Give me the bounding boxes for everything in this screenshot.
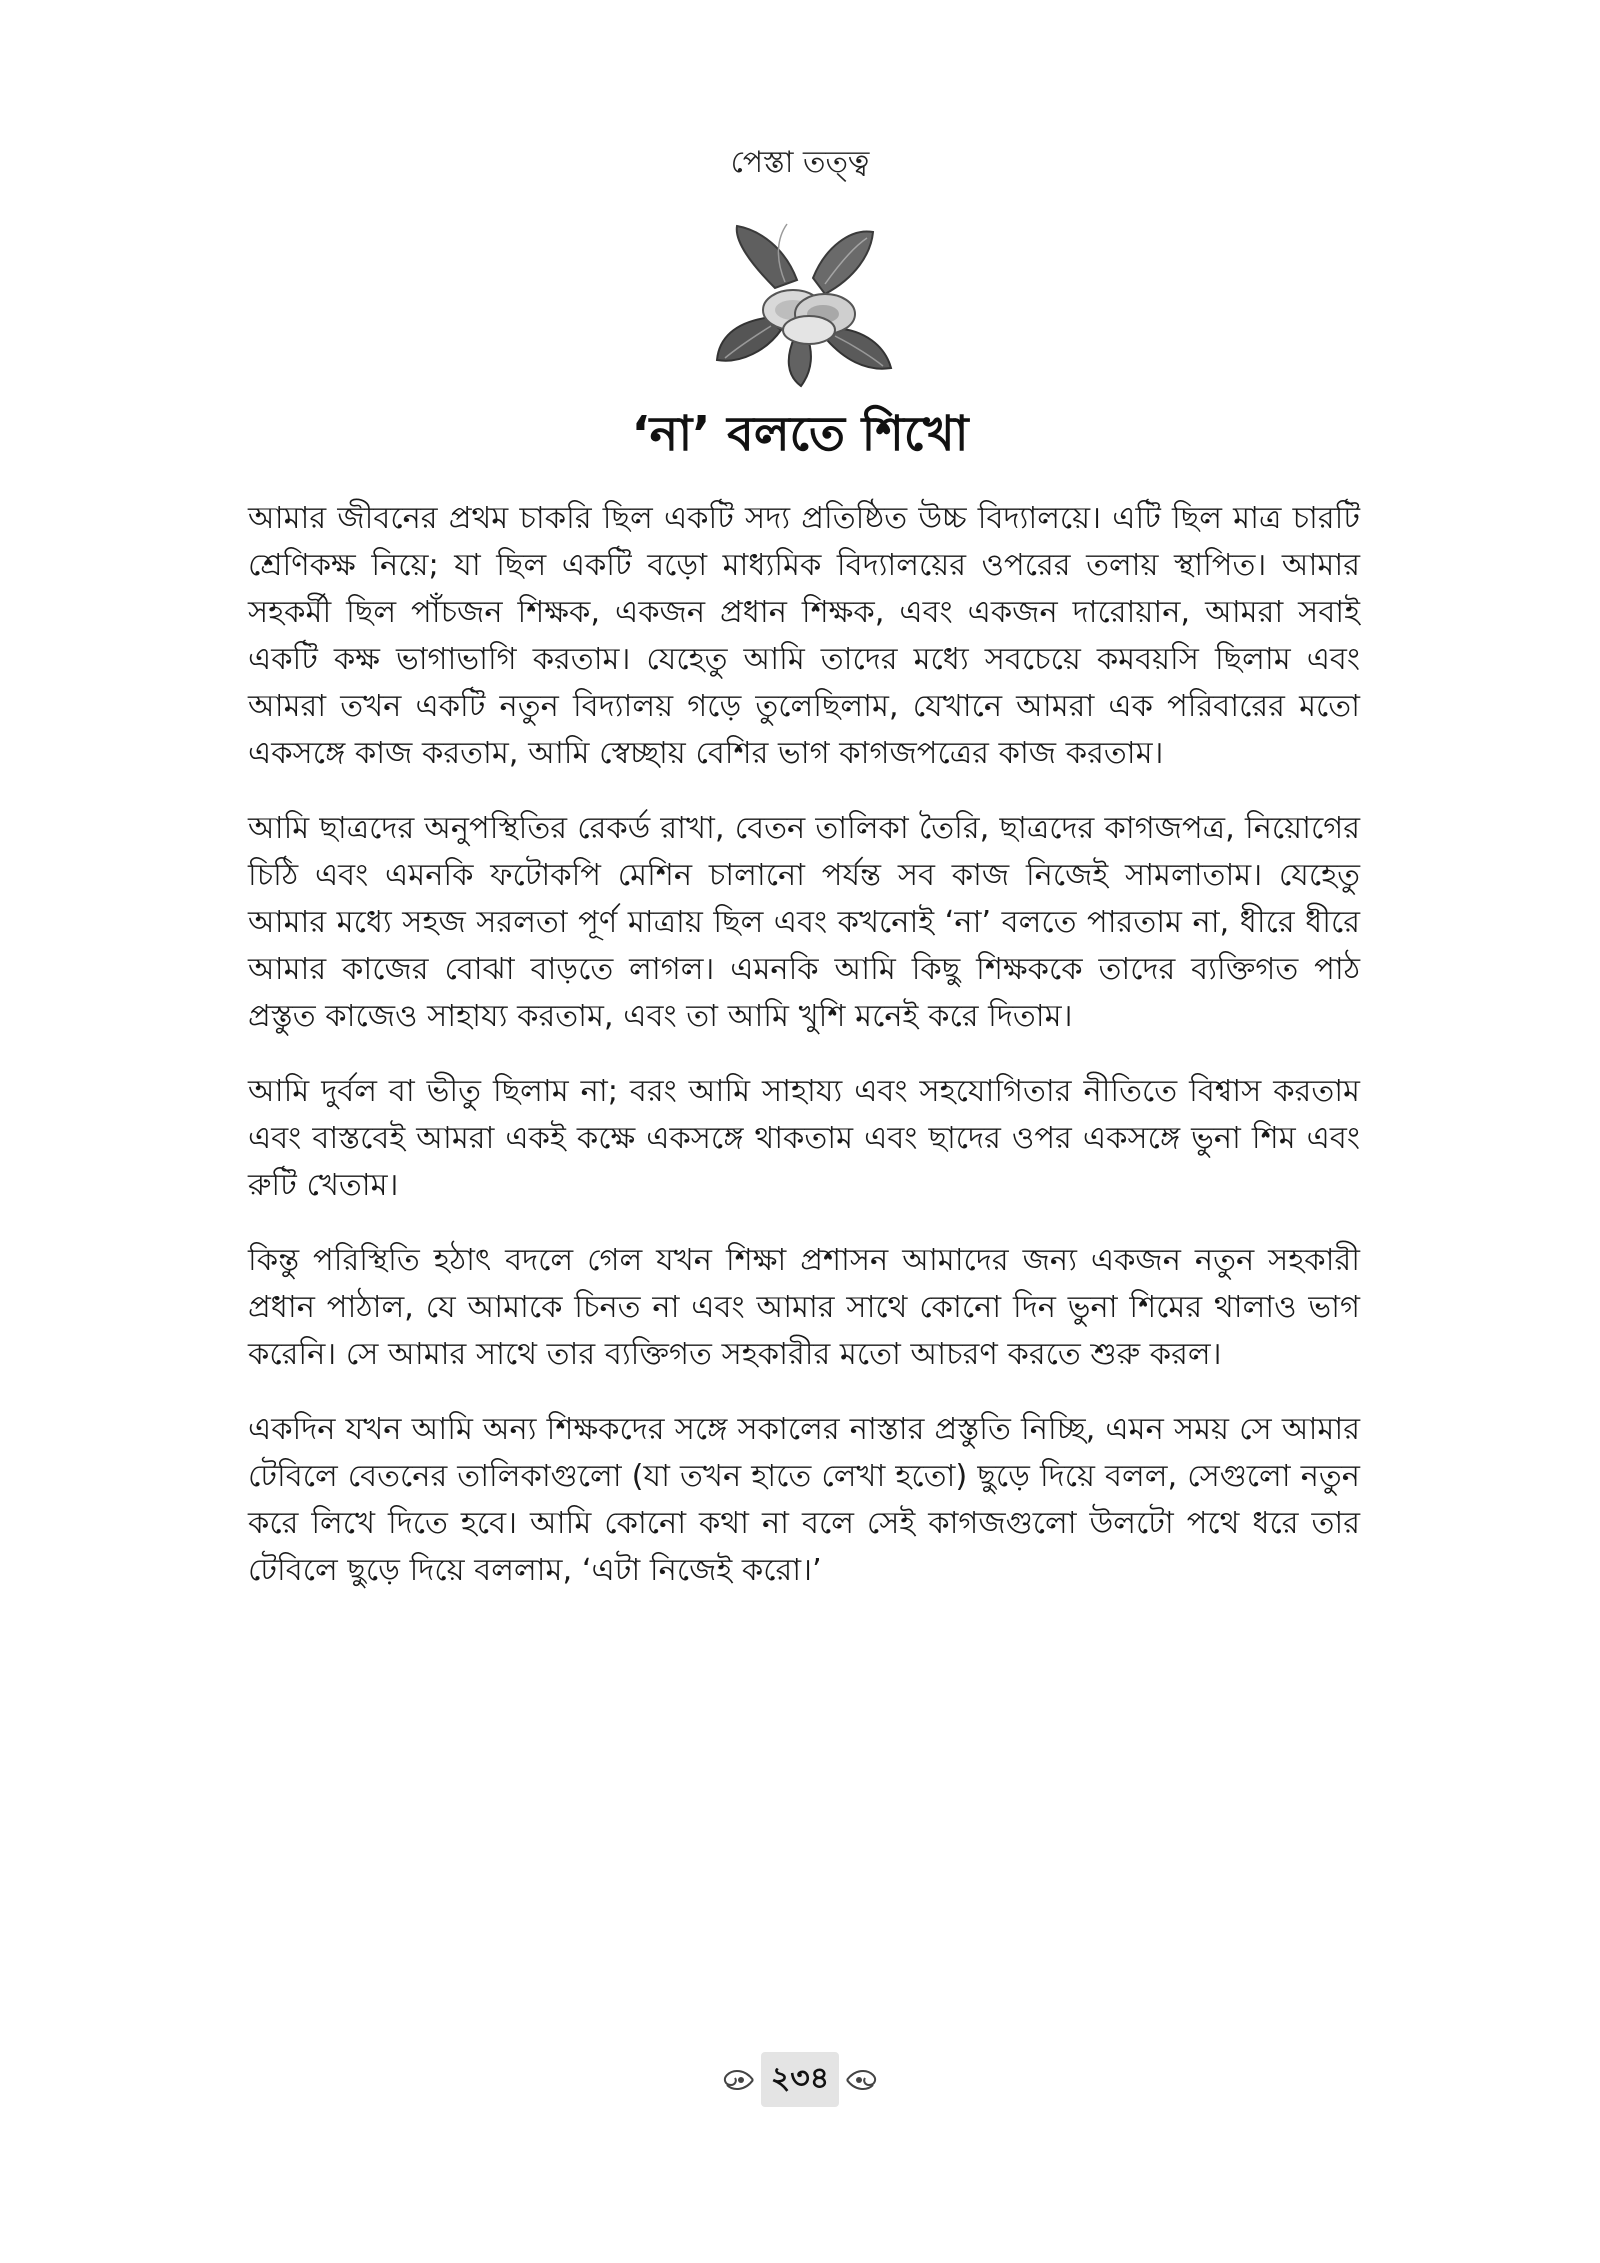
paragraph: আমি ছাত্রদের অনুপস্থিতির রেকর্ড রাখা, বেতন তালিকা তৈরি, ছাত্রদের কাগজপত্র, নিয়োগের চিঠি এবং এমনকি ফটোকপি মেশিন চালানো পর্যন্ত সব কাজ নিজেই সামলাতাম। যেহেতু আমার মধ্যে সহজ সরলতা পূর্ণ মাত্রায় ছিল এবং কখনোই ‘না’ বলতে পারতাম না, ধীরে ধীরে আমার কাজের বোঝা বাড়তে লাগল। এমনকি আমি কিছু শিক্ষককে তাদের ব্যক্তিগত পাঠ প্রস্তুত কাজেও সাহায্য করতাম, এবং তা আমি খুশি মনেই করে দিতাম। bbox=[248, 811, 1360, 1034]
pistachio-leaves-icon bbox=[715, 218, 895, 388]
body-text bbox=[248, 495, 1360, 1622]
chapter-title: ‘না’ বলতে শিখো bbox=[631, 406, 969, 462]
floral-ornament-right-icon bbox=[845, 2065, 879, 2095]
paragraph: আমার জীবনের প্রথম চাকরি ছিল একটি সদ্য প্রতিষ্ঠিত উচ্চ বিদ্যালয়ে। এটি ছিল মাত্র চারটি শ্রেণিকক্ষ নিয়ে; যা ছিল একটি বড়ো মাধ্যমিক বিদ্যালয়ের ওপরের তলায় স্থাপিত। আমার সহকর্মী ছিল পাঁচজন শিক্ষক, একজন প্রধান শিক্ষক, এবং একজন দারোয়ান, আমরা সবাই একটি কক্ষ ভাগাভাগি করতাম। যেহেতু আমি তাদের মধ্যে সবচেয়ে কমবয়সি ছিলাম এবং আমরা তখন একটি নতুন বিদ্যালয় গড়ে তুলেছিলাম, যেখানে আমরা এক পরিবারের মতো একসঙ্গে কাজ করতাম, আমি স্বেচ্ছায় বেশির ভাগ কাগজপত্রের কাজ করতাম। bbox=[248, 501, 1360, 771]
floral-ornament-left-icon bbox=[721, 2065, 755, 2095]
running-header: পেস্তা তত্ত্ব bbox=[730, 145, 870, 180]
paragraph: কিন্তু পরিস্থিতি হঠাৎ বদলে গেল যখন শিক্ষা প্রশাসন আমাদের জন্য একজন নতুন সহকারী প্রধান পাঠাল, যে আমাকে চিনত না এবং আমার সাথে কোনো দিন ভুনা শিমের থালাও ভাগ করেনি। সে আমার সাথে তার ব্যক্তিগত সহকারীর মতো আচরণ করতে শুরু করল। bbox=[248, 1243, 1360, 1372]
page-footer bbox=[0, 2052, 1600, 2107]
paragraph: একদিন যখন আমি অন্য শিক্ষকদের সঙ্গে সকালের নাস্তার প্রস্তুতি নিচ্ছি, এমন সময় সে আমার টেবিলে বেতনের তালিকাগুলো (যা তখন হাতে লেখা হতো) ছুড়ে দিয়ে বলল, সেগুলো নতুন করে লিখে দিতে হবে। আমি কোনো কথা না বলে সেই কাগজগুলো উলটো পথে ধরে তার টেবিলে ছুড়ে দিয়ে বললাম, ‘এটা নিজেই করো।’ bbox=[248, 1412, 1360, 1588]
paragraph: আমি দুর্বল বা ভীতু ছিলাম না; বরং আমি সাহায্য এবং সহযোগিতার নীতিতে বিশ্বাস করতাম এবং বাস্তবেই আমরা একই কক্ষে একসঙ্গে থাকতাম এবং ছাদের ওপর একসঙ্গে ভুনা শিম এবং রুটি খেতাম। bbox=[248, 1074, 1360, 1203]
page-number: ২৩৪ bbox=[761, 2052, 839, 2107]
page-number-box bbox=[721, 2052, 879, 2107]
